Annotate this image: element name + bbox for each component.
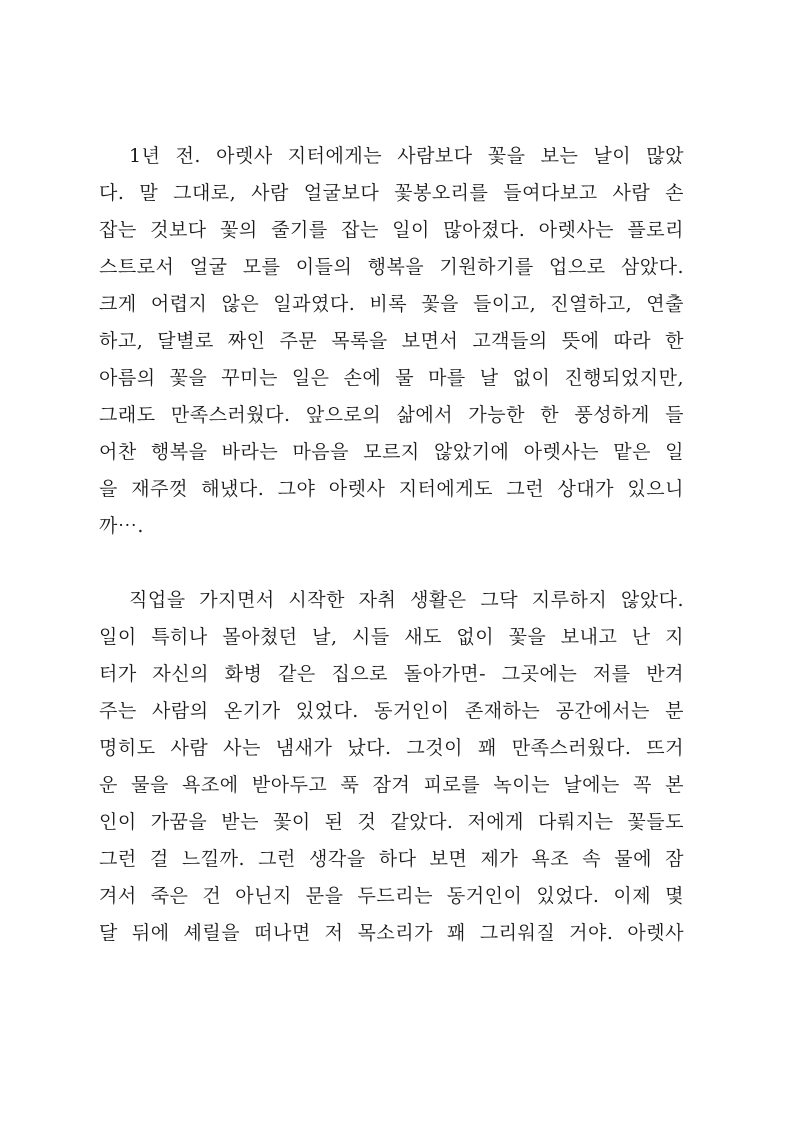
text-line: 그래도 만족스러웠다. 앞으로의 삶에서 가능한 한 풍성하게 들	[99, 404, 684, 426]
text-line: 주는 사람의 온기가 있었다. 동거인이 존재하는 공간에서는 분	[99, 700, 684, 722]
text-line: 크게 어렵지 않은 일과였다. 비록 꽃을 들이고, 진열하고, 연출	[99, 293, 684, 315]
text-line: 운 물을 욕조에 받아두고 푹 잠겨 피로를 녹이는 날에는 꼭 본	[99, 774, 684, 796]
text-line: 인이 가꿈을 받는 꽃이 된 것 같았다. 저에게 다뤄지는 꽃들도	[99, 811, 684, 833]
text-line: 그런 걸 느낄까. 그런 생각을 하다 보면 제가 욕조 속 물에 잠	[99, 848, 684, 870]
text-body	[99, 138, 684, 952]
text-line: 하고, 달별로 짜인 주문 목록을 보면서 고객들의 뜻에 따라 한	[99, 330, 684, 352]
paragraph	[99, 582, 684, 952]
text-line: 겨서 죽은 건 아닌지 문을 두드리는 동거인이 있었다. 이제 몇	[99, 885, 684, 907]
text-line: 일이 특히나 몰아쳤던 날, 시들 새도 없이 꽃을 보내고 난 지	[99, 626, 684, 648]
text-line: 잡는 것보다 꽃의 줄기를 잡는 일이 많아졌다. 아렛사는 플로리	[99, 219, 684, 241]
text-line: 직업을 가지면서 시작한 자취 생활은 그닥 지루하지 않았다.	[129, 589, 684, 611]
text-line: 터가 자신의 화병 같은 집으로 돌아가면- 그곳에는 저를 반겨	[99, 663, 684, 685]
text-line: 명히도 사람 사는 냄새가 났다. 그것이 꽤 만족스러웠다. 뜨거	[99, 737, 684, 759]
text-line: 어찬 행복을 바라는 마음을 모르지 않았기에 아렛사는 맡은 일	[99, 441, 684, 463]
text-line: 아름의 꽃을 꾸미는 일은 손에 물 마를 날 없이 진행되었지만,	[99, 367, 684, 389]
text-line: 스트로서 얼굴 모를 이들의 행복을 기원하기를 업으로 삼았다.	[99, 256, 684, 278]
text-line: 달 뒤에 셰릴을 떠나면 저 목소리가 꽤 그리워질 거야. 아렛사	[99, 922, 684, 944]
paragraph	[99, 138, 684, 545]
text-line: 까⋯.	[99, 515, 144, 537]
text-line: 다. 말 그대로, 사람 얼굴보다 꽃봉오리를 들여다보고 사람 손	[99, 182, 684, 204]
text-line: 을 재주껏 해냈다. 그야 아렛사 지터에게도 그런 상대가 있으니	[99, 478, 684, 500]
text-line: 1년 전. 아렛사 지터에게는 사람보다 꽃을 보는 날이 많았	[129, 145, 684, 167]
